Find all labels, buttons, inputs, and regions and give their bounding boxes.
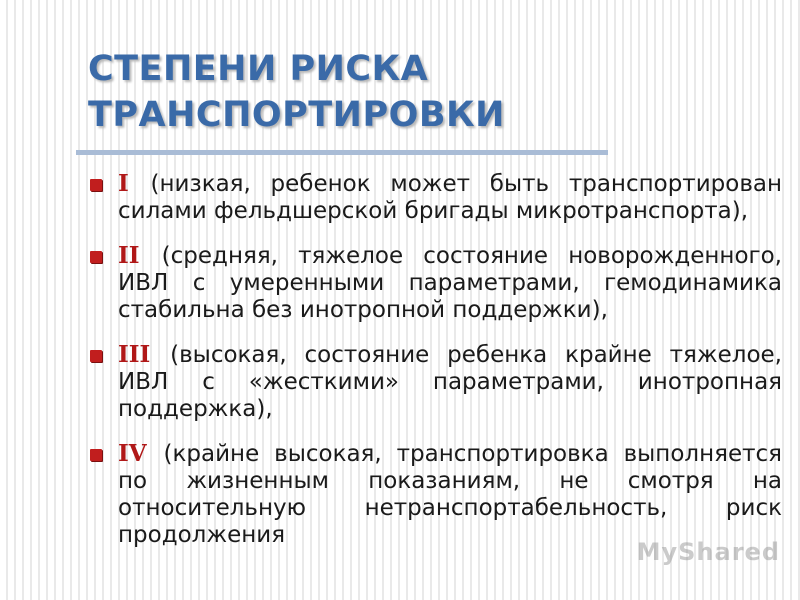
slide-title: СТЕПЕНИ РИСКА ТРАНСПОРТИРОВКИ xyxy=(88,49,505,135)
square-bullet-icon xyxy=(90,251,102,263)
risk-level-description: (средняя, тяжелое состояние новорожденного, ИВЛ с умеренными параметрами, гемодинамика стабильна без инотропной поддержки), xyxy=(118,243,782,323)
title-divider xyxy=(76,150,608,155)
list-item-level-2 xyxy=(90,242,782,324)
list-item-level-3 xyxy=(90,341,782,423)
risk-level-label: IV xyxy=(118,440,147,467)
risk-levels-list xyxy=(90,170,782,566)
square-bullet-icon xyxy=(90,179,102,191)
list-item-level-1 xyxy=(90,170,782,225)
watermark-logo: MyShared xyxy=(636,538,780,566)
risk-level-description: (высокая, состояние ребенка крайне тяжелое, ИВЛ с «жесткими» параметрами, инотропная поддержка), xyxy=(118,342,782,422)
risk-level-label: III xyxy=(118,341,151,368)
risk-level-label: II xyxy=(118,242,140,269)
risk-level-description: (низкая, ребенок может быть транспортирован силами фельдшерской бригады микротранспорта), xyxy=(118,171,783,224)
square-bullet-icon xyxy=(90,350,102,362)
risk-level-description: (крайне высокая, транспортировка выполняется по жизненным показаниям, не смотря на относительную нетранспортабельность, риск продолжения xyxy=(118,441,782,548)
risk-level-label: I xyxy=(118,170,129,197)
square-bullet-icon xyxy=(90,449,102,461)
list-item-level-4 xyxy=(90,440,782,549)
